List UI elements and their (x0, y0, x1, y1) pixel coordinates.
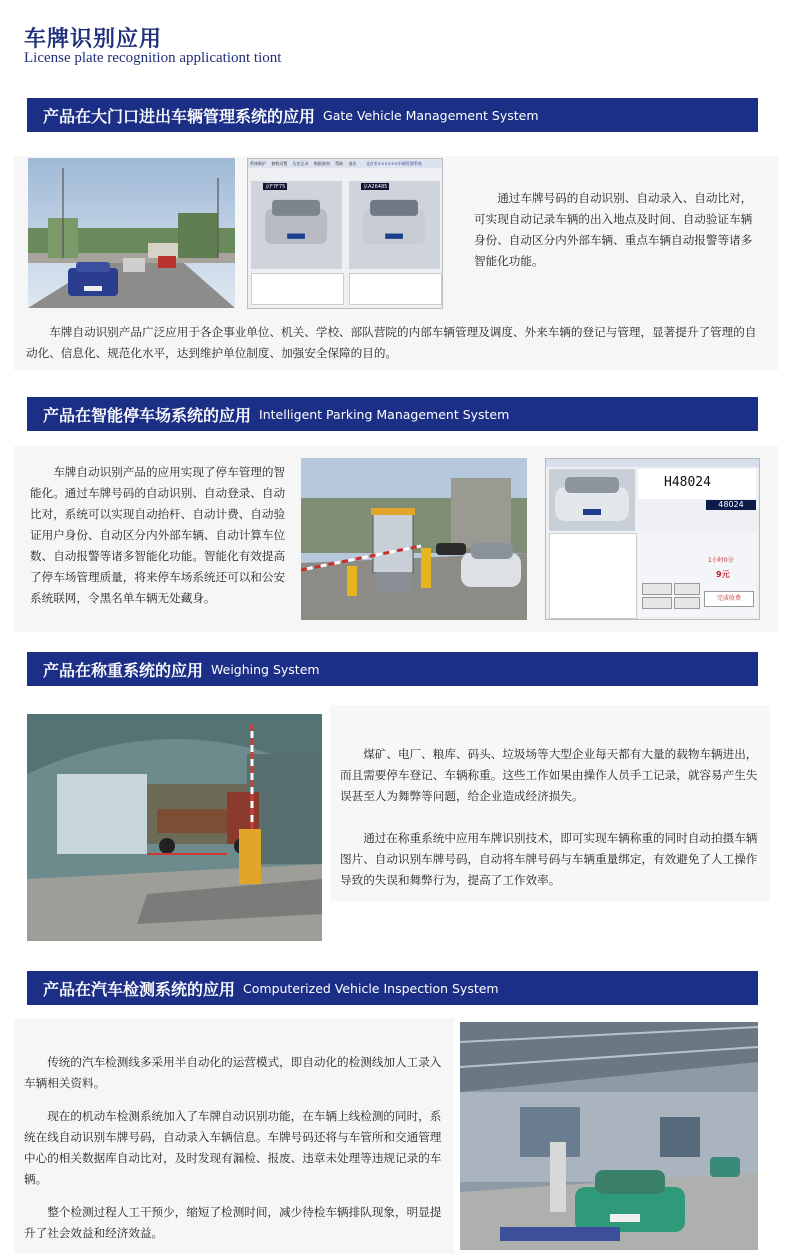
complete-charge-button: 完成收费 (704, 591, 754, 607)
gate-software-title: 北京市××××××车辆管理系统 (365, 161, 422, 166)
parking-paragraph: 车牌自动识别产品的应用实现了停车管理的智能化。通过车牌号码的自动识别、自动登录、自动比对，系统可以实现自动抬杆、自动计费、自动验证用户身份、自动区分内外部车辆、自动计算车位数、自动报警等诸多智能化功能。智能化有效提高了停车场管理质量，将来停车场系统还可以和公安系统联网，令黑名单车辆无处藏身。 (30, 465, 286, 605)
gate-software-screenshot (247, 158, 443, 309)
parking-software-menubar (546, 459, 759, 467)
parking-camera-view (549, 469, 635, 531)
section-heading-en: Intelligent Parking Management System (259, 406, 510, 422)
section-heading-cn: 产品在智能停车场系统的应用 (43, 405, 252, 425)
record-table-right (349, 273, 442, 305)
weighing-paragraph-2: 通过在称重系统中应用车牌识别技术，即可实现车辆称重的同时自动拍摄车辆图片、自动识别车牌号码，自动将车牌号码与车辆重量绑定，有效避免了人工操作导致的失误和舞弊行为，提高了工作效率。 (340, 831, 758, 887)
menu-item: 帮助 (335, 161, 344, 166)
section-inspection-header (27, 971, 758, 1005)
inspection-paragraph-1: 传统的汽车检测线多采用半自动化的运营模式，即自动化的检测线加人工录入车辆相关资料。 (24, 1055, 442, 1090)
record-table-left (251, 273, 344, 305)
menu-item: 参数设置 (271, 161, 288, 166)
menu-item: 历史记录 (292, 161, 309, 166)
plate-readout-small: 48024 (706, 500, 756, 510)
page-subtitle: License plate recognition applicationt tiont (24, 50, 282, 66)
parking-fee-panel (638, 533, 756, 617)
parking-photo (301, 458, 527, 620)
mini-button (674, 583, 700, 595)
gate-side-text (474, 188, 762, 272)
section-weighing-header (27, 652, 758, 686)
weighing-text (340, 744, 764, 891)
parking-record-list (549, 533, 637, 619)
menu-item: 退出 (348, 161, 357, 166)
inspection-text (24, 1052, 450, 1244)
section-heading-cn: 产品在大门口进出车辆管理系统的应用 (43, 106, 316, 126)
menu-item: 数据查询 (313, 161, 330, 166)
section-heading-en: Gate Vehicle Management System (323, 107, 539, 123)
parking-duration: 1小时0分 (708, 557, 734, 564)
mini-button (642, 583, 672, 595)
weighing-paragraph-1: 煤矿、电厂、粮库、码头、垃圾场等大型企业每天都有大量的载物车辆进出，而且需要停车登记、车辆称重。这些工作如果由操作人员手工记录，就容易产生失误甚至人为舞弊等问题，给企业造成经济损失。 (340, 747, 758, 803)
section-heading-cn: 产品在称重系统的应用 (43, 660, 204, 680)
section-heading-en: Computerized Vehicle Inspection System (243, 980, 499, 996)
page-title: 车牌识别应用 (24, 27, 163, 52)
camera-view-left (251, 181, 342, 269)
section-heading-en: Weighing System (211, 661, 320, 677)
inspection-photo (460, 1022, 758, 1250)
gate-software-menubar (248, 159, 442, 168)
plate-readout-right: 京A26485 (363, 184, 388, 190)
gate-photo (28, 158, 235, 308)
section-heading-cn: 产品在汽车检测系统的应用 (43, 979, 236, 999)
gate-side-paragraph: 通过车牌号码的自动识别、自动录入、自动比对，可实现自动记录车辆的出入地点及时间、自动验证车辆身份、自动区分内外部车辆、重点车辆自动报警等诸多智能化功能。 (474, 191, 753, 268)
section-gate-header (27, 98, 758, 132)
mini-button (674, 597, 700, 609)
parking-software-screenshot (545, 458, 760, 620)
mini-button (642, 597, 672, 609)
inspection-paragraph-3: 整个检测过程人工干预少，缩短了检测时间，减少待检车辆排队现象，明显提升了社会效益和经济效益。 (24, 1205, 442, 1240)
menu-item: 系统维护 (250, 161, 266, 166)
gate-bottom-text (26, 322, 766, 364)
parking-fee: 9元 (716, 570, 730, 579)
parking-plate-panel (638, 469, 756, 499)
plate-readout-main: H48024 (664, 475, 711, 490)
plate-readout-left: 京F7F75 (265, 184, 286, 190)
parking-text (30, 462, 292, 609)
section-parking-header (27, 397, 758, 431)
camera-view-right (349, 181, 440, 269)
gate-bottom-paragraph: 车牌自动识别产品广泛应用于各企事业单位、机关、学校、部队营院的内部车辆管理及调度、外来车辆的登记与管理，显著提升了管理的自动化、信息化、规范化水平，达到维护单位制度、加强安全保障的目的。 (26, 325, 757, 360)
weighing-photo (27, 714, 322, 941)
inspection-paragraph-2: 现在的机动车检测系统加入了车牌自动识别功能，在车辆上线检测的同时，系统在线自动识别车牌号码，自动录入车辆信息。车牌号码还将与车管所和交通管理中心的相关数据库自动比对，及时发现有漏检、报废、违章未处理等违规记录的车辆。 (24, 1109, 442, 1186)
